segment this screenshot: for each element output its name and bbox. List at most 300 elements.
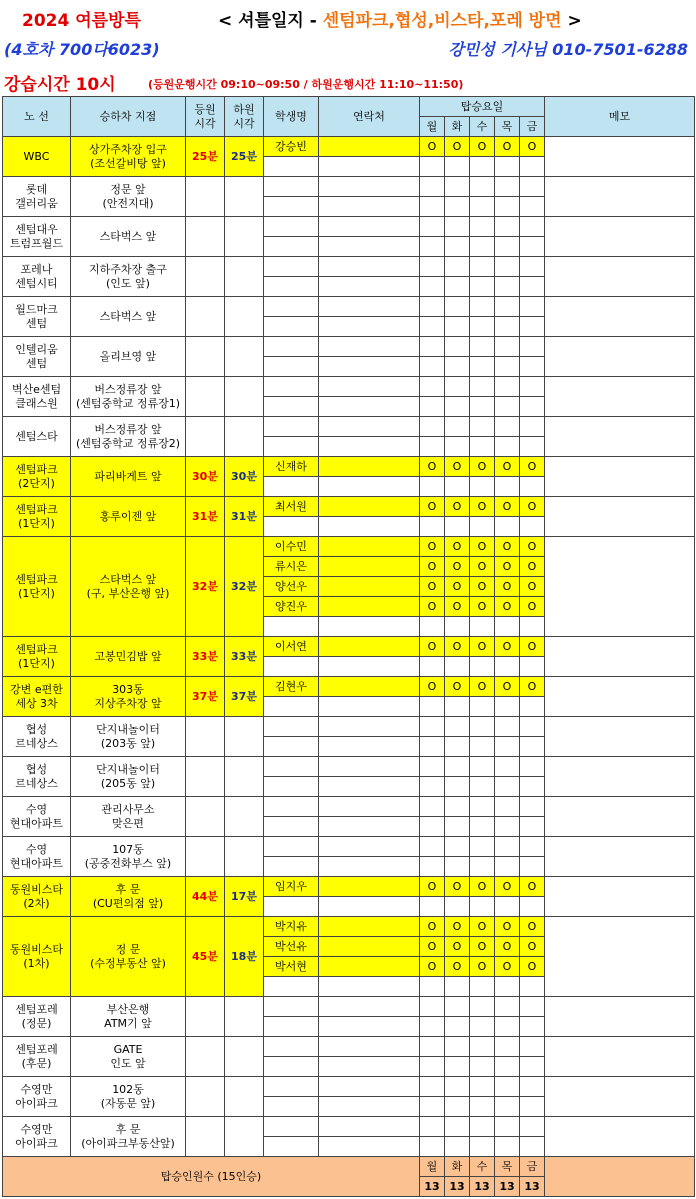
ride-day-mark: O bbox=[495, 557, 520, 577]
student-name bbox=[264, 717, 319, 737]
ride-day-mark: O bbox=[520, 637, 545, 657]
ride-day-mark bbox=[520, 337, 545, 357]
footer-day-label: 금 bbox=[520, 1157, 545, 1177]
route-name: 수영 현대아파트 bbox=[3, 837, 71, 877]
stop-location: 정문 앞 (안전지대) bbox=[71, 177, 186, 217]
ride-day-mark: O bbox=[520, 537, 545, 557]
ride-day-mark bbox=[420, 897, 445, 917]
ride-day-mark: O bbox=[495, 597, 520, 617]
col-day-header: 목 bbox=[495, 117, 520, 137]
student-name: 신재하 bbox=[264, 457, 319, 477]
student-contact bbox=[319, 877, 420, 897]
ride-day-mark bbox=[520, 757, 545, 777]
student-name bbox=[264, 657, 319, 677]
student-contact bbox=[319, 417, 420, 437]
route-name: 센텀파크 (1단지) bbox=[3, 537, 71, 637]
ride-day-mark bbox=[420, 157, 445, 177]
memo-cell bbox=[545, 637, 695, 677]
ride-day-mark bbox=[495, 297, 520, 317]
ride-day-mark bbox=[445, 657, 470, 677]
footer-day-label: 목 bbox=[495, 1157, 520, 1177]
student-contact bbox=[319, 577, 420, 597]
ride-day-mark: O bbox=[520, 577, 545, 597]
ride-day-mark bbox=[495, 1117, 520, 1137]
student-name bbox=[264, 217, 319, 237]
ride-day-mark bbox=[445, 1017, 470, 1037]
ride-day-mark bbox=[520, 1017, 545, 1037]
ride-day-mark: O bbox=[495, 497, 520, 517]
ride-day-mark bbox=[470, 797, 495, 817]
table-row bbox=[3, 217, 695, 237]
route-name: 월드마크 센텀 bbox=[3, 297, 71, 337]
ride-day-mark bbox=[520, 357, 545, 377]
memo-cell bbox=[545, 1037, 695, 1077]
table-row bbox=[3, 297, 695, 317]
student-contact bbox=[319, 1117, 420, 1137]
ride-day-mark bbox=[470, 697, 495, 717]
ride-day-mark bbox=[420, 437, 445, 457]
ride-day-mark bbox=[445, 237, 470, 257]
stop-location: 버스정류장 앞 (센텀중학교 정류장1) bbox=[71, 377, 186, 417]
memo-cell bbox=[545, 137, 695, 177]
student-name: 양선우 bbox=[264, 577, 319, 597]
memo-cell bbox=[545, 497, 695, 537]
ride-day-mark bbox=[420, 357, 445, 377]
ride-day-mark bbox=[520, 257, 545, 277]
ride-day-mark bbox=[420, 697, 445, 717]
student-contact bbox=[319, 817, 420, 837]
route-name: 인텔리움 센텀 bbox=[3, 337, 71, 377]
ride-day-mark: O bbox=[520, 457, 545, 477]
stop-location: 후 문 (CU편의점 앞) bbox=[71, 877, 186, 917]
arrive-time bbox=[186, 797, 225, 837]
ride-day-mark bbox=[420, 1037, 445, 1057]
ride-day-mark bbox=[520, 857, 545, 877]
ride-day-mark bbox=[470, 377, 495, 397]
ride-day-mark: O bbox=[520, 497, 545, 517]
ride-day-mark bbox=[420, 297, 445, 317]
ride-day-mark: O bbox=[420, 577, 445, 597]
ride-day-mark bbox=[495, 757, 520, 777]
ride-day-mark: O bbox=[445, 637, 470, 657]
ride-day-mark bbox=[420, 977, 445, 997]
student-contact bbox=[319, 197, 420, 217]
ride-day-mark: O bbox=[445, 937, 470, 957]
route-name: 수영만 아이파크 bbox=[3, 1117, 71, 1157]
student-contact bbox=[319, 1077, 420, 1097]
ridership-count: 13 bbox=[420, 1177, 445, 1197]
student-contact bbox=[319, 517, 420, 537]
student-name bbox=[264, 817, 319, 837]
ride-day-mark bbox=[420, 1117, 445, 1137]
shuttle-schedule-table bbox=[2, 96, 695, 1197]
table-row bbox=[3, 377, 695, 397]
title-bar bbox=[0, 4, 696, 30]
student-contact bbox=[319, 697, 420, 717]
student-name bbox=[264, 1057, 319, 1077]
student-name: 양진우 bbox=[264, 597, 319, 617]
ride-day-mark bbox=[445, 697, 470, 717]
ride-day-mark bbox=[495, 257, 520, 277]
memo-cell bbox=[545, 797, 695, 837]
ride-day-mark: O bbox=[495, 957, 520, 977]
ride-day-mark bbox=[420, 417, 445, 437]
operating-hours: (등원운행시간 09:10~09:50 / 하원운행시간 11:10~11:50) bbox=[148, 78, 464, 91]
ride-day-mark bbox=[520, 777, 545, 797]
arrive-time bbox=[186, 997, 225, 1037]
route-name: 벽산e센텀 클래스원 bbox=[3, 377, 71, 417]
arrive-time bbox=[186, 717, 225, 757]
memo-cell bbox=[545, 1077, 695, 1117]
student-name: 김현우 bbox=[264, 677, 319, 697]
student-name bbox=[264, 337, 319, 357]
ride-day-mark bbox=[445, 1037, 470, 1057]
ride-day-mark: O bbox=[445, 677, 470, 697]
ride-day-mark bbox=[520, 297, 545, 317]
memo-cell bbox=[545, 177, 695, 217]
stop-location: 스타벅스 앞 (구, 부산은행 앞) bbox=[71, 537, 186, 637]
student-name bbox=[264, 1017, 319, 1037]
student-contact bbox=[319, 917, 420, 937]
memo-cell bbox=[545, 1117, 695, 1157]
ride-day-mark: O bbox=[445, 877, 470, 897]
arrive-time bbox=[186, 297, 225, 337]
student-contact bbox=[319, 277, 420, 297]
ride-day-mark bbox=[470, 757, 495, 777]
route-name: 롯데 갤러리움 bbox=[3, 177, 71, 217]
student-name bbox=[264, 377, 319, 397]
ride-day-mark bbox=[445, 317, 470, 337]
ride-day-mark bbox=[470, 397, 495, 417]
student-name bbox=[264, 1037, 319, 1057]
ride-day-mark bbox=[495, 1037, 520, 1057]
arrive-time: 25분 bbox=[186, 137, 225, 177]
student-name bbox=[264, 237, 319, 257]
ride-day-mark bbox=[445, 897, 470, 917]
student-name bbox=[264, 1077, 319, 1097]
student-contact bbox=[319, 737, 420, 757]
student-name bbox=[264, 777, 319, 797]
student-name bbox=[264, 997, 319, 1017]
ride-day-mark bbox=[495, 777, 520, 797]
ride-day-mark bbox=[495, 897, 520, 917]
ride-day-mark bbox=[470, 837, 495, 857]
ride-day-mark bbox=[495, 357, 520, 377]
ride-day-mark bbox=[520, 1137, 545, 1157]
student-name bbox=[264, 517, 319, 537]
depart-time bbox=[225, 757, 264, 797]
ride-day-mark bbox=[420, 1017, 445, 1037]
student-name: 박서현 bbox=[264, 957, 319, 977]
ride-day-mark: O bbox=[445, 557, 470, 577]
ride-day-mark bbox=[470, 1097, 495, 1117]
student-contact bbox=[319, 717, 420, 737]
student-contact bbox=[319, 257, 420, 277]
col-student-header: 학생명 bbox=[264, 97, 319, 137]
student-contact bbox=[319, 617, 420, 637]
route-name: 센텀파크 (1단지) bbox=[3, 637, 71, 677]
route-name: 동원비스타 (2차) bbox=[3, 877, 71, 917]
ride-day-mark: O bbox=[420, 457, 445, 477]
student-name bbox=[264, 297, 319, 317]
ride-day-mark bbox=[520, 517, 545, 537]
ride-day-mark bbox=[520, 737, 545, 757]
student-contact bbox=[319, 237, 420, 257]
ride-day-mark: O bbox=[495, 537, 520, 557]
ride-day-mark bbox=[420, 177, 445, 197]
ride-day-mark: O bbox=[420, 677, 445, 697]
depart-time: 31분 bbox=[225, 497, 264, 537]
ride-day-mark bbox=[495, 1097, 520, 1117]
ride-day-mark: O bbox=[520, 137, 545, 157]
ride-day-mark bbox=[495, 717, 520, 737]
ride-day-mark bbox=[420, 797, 445, 817]
col-memo-header: 메모 bbox=[545, 97, 695, 137]
ride-day-mark bbox=[420, 757, 445, 777]
ride-day-mark: O bbox=[420, 497, 445, 517]
ride-day-mark bbox=[445, 977, 470, 997]
ride-day-mark bbox=[495, 657, 520, 677]
ride-day-mark bbox=[520, 977, 545, 997]
title-prefix: < 셔틀일지 - bbox=[218, 11, 323, 31]
driver-contact: 강민성 기사님 010-7501-6288 bbox=[448, 40, 688, 59]
table-row bbox=[3, 177, 695, 197]
depart-time: 25분 bbox=[225, 137, 264, 177]
stop-location: 스타벅스 앞 bbox=[71, 297, 186, 337]
route-name: 협성 르네상스 bbox=[3, 717, 71, 757]
col-contact-header: 연락처 bbox=[319, 97, 420, 137]
ride-day-mark bbox=[420, 1137, 445, 1157]
ride-day-mark: O bbox=[520, 597, 545, 617]
ride-day-mark bbox=[520, 237, 545, 257]
student-name bbox=[264, 837, 319, 857]
title-destinations: 센텀파크,협성,비스타,포레 방면 bbox=[322, 11, 562, 31]
student-contact bbox=[319, 337, 420, 357]
col-day-header: 화 bbox=[445, 117, 470, 137]
ride-day-mark: O bbox=[495, 637, 520, 657]
student-name: 류시은 bbox=[264, 557, 319, 577]
student-contact bbox=[319, 317, 420, 337]
depart-time: 37분 bbox=[225, 677, 264, 717]
student-name bbox=[264, 197, 319, 217]
ride-day-mark bbox=[520, 837, 545, 857]
ride-day-mark bbox=[470, 617, 495, 637]
arrive-time bbox=[186, 1117, 225, 1157]
stop-location: 버스정류장 앞 (센텀중학교 정류장2) bbox=[71, 417, 186, 457]
ride-day-mark bbox=[445, 217, 470, 237]
ride-day-mark: O bbox=[470, 557, 495, 577]
stop-location: 올리브영 앞 bbox=[71, 337, 186, 377]
ride-day-mark: O bbox=[470, 497, 495, 517]
route-name: 센텀포레 (정문) bbox=[3, 997, 71, 1037]
memo-cell bbox=[545, 337, 695, 377]
table-row bbox=[3, 1037, 695, 1057]
stop-location: 스타벅스 앞 bbox=[71, 217, 186, 257]
ride-day-mark: O bbox=[495, 137, 520, 157]
student-name bbox=[264, 697, 319, 717]
ride-day-mark bbox=[495, 1057, 520, 1077]
season-label: 2024 여름방특 bbox=[22, 11, 141, 31]
table-row bbox=[3, 1117, 695, 1137]
ride-day-mark bbox=[445, 757, 470, 777]
ride-day-mark bbox=[495, 857, 520, 877]
ride-day-mark: O bbox=[420, 937, 445, 957]
ride-day-mark: O bbox=[495, 877, 520, 897]
depart-time bbox=[225, 717, 264, 757]
col-depart-header: 하원 시각 bbox=[225, 97, 264, 137]
memo-cell bbox=[545, 417, 695, 457]
ride-day-mark bbox=[420, 617, 445, 637]
ride-day-mark: O bbox=[470, 917, 495, 937]
depart-time bbox=[225, 417, 264, 457]
arrive-time bbox=[186, 217, 225, 257]
ride-day-mark: O bbox=[520, 677, 545, 697]
student-name bbox=[264, 257, 319, 277]
ride-day-mark bbox=[495, 1077, 520, 1097]
ride-day-mark bbox=[520, 1097, 545, 1117]
ride-day-mark bbox=[445, 257, 470, 277]
student-name bbox=[264, 797, 319, 817]
depart-time bbox=[225, 997, 264, 1037]
student-contact bbox=[319, 477, 420, 497]
memo-cell bbox=[545, 257, 695, 297]
ridership-count: 13 bbox=[470, 1177, 495, 1197]
ride-day-mark bbox=[495, 237, 520, 257]
depart-time bbox=[225, 297, 264, 337]
student-contact bbox=[319, 597, 420, 617]
ride-day-mark bbox=[420, 1077, 445, 1097]
ride-day-mark bbox=[495, 397, 520, 417]
ride-day-mark bbox=[495, 217, 520, 237]
stop-location: 지하주차장 출구 (인도 앞) bbox=[71, 257, 186, 297]
stop-location: 정 문 (수정부동산 앞) bbox=[71, 917, 186, 997]
ride-day-mark: O bbox=[495, 917, 520, 937]
arrive-time bbox=[186, 337, 225, 377]
route-name: 강변 e편한 세상 3차 bbox=[3, 677, 71, 717]
ride-day-mark: O bbox=[445, 497, 470, 517]
ride-day-mark bbox=[495, 1137, 520, 1157]
ride-day-mark bbox=[495, 697, 520, 717]
ride-day-mark bbox=[470, 357, 495, 377]
ride-day-mark: O bbox=[420, 537, 445, 557]
student-contact bbox=[319, 537, 420, 557]
ride-day-mark bbox=[470, 657, 495, 677]
arrive-time: 32분 bbox=[186, 537, 225, 637]
ride-day-mark bbox=[520, 177, 545, 197]
ride-day-mark: O bbox=[420, 557, 445, 577]
ride-day-mark bbox=[445, 297, 470, 317]
table-row bbox=[3, 677, 695, 697]
student-contact bbox=[319, 1037, 420, 1057]
ride-day-mark bbox=[470, 1077, 495, 1097]
ride-day-mark bbox=[470, 977, 495, 997]
ride-day-mark bbox=[495, 337, 520, 357]
ride-day-mark bbox=[445, 817, 470, 837]
ride-day-mark bbox=[470, 277, 495, 297]
ride-day-mark bbox=[470, 737, 495, 757]
ride-day-mark bbox=[420, 717, 445, 737]
ride-day-mark bbox=[520, 477, 545, 497]
ride-day-mark: O bbox=[445, 597, 470, 617]
ride-day-mark bbox=[420, 317, 445, 337]
depart-time bbox=[225, 1077, 264, 1117]
stop-location: GATE 인도 앞 bbox=[71, 1037, 186, 1077]
ride-day-mark bbox=[520, 797, 545, 817]
ride-day-mark bbox=[470, 777, 495, 797]
col-arrive-header: 등원 시각 bbox=[186, 97, 225, 137]
student-contact bbox=[319, 857, 420, 877]
student-contact bbox=[319, 657, 420, 677]
memo-cell bbox=[545, 717, 695, 757]
ride-day-mark: O bbox=[470, 577, 495, 597]
table-row bbox=[3, 717, 695, 737]
ride-day-mark bbox=[445, 737, 470, 757]
ride-day-mark bbox=[520, 437, 545, 457]
ride-day-mark bbox=[495, 1017, 520, 1037]
student-name: 임지우 bbox=[264, 877, 319, 897]
ride-day-mark bbox=[520, 377, 545, 397]
ride-day-mark bbox=[520, 317, 545, 337]
ride-day-mark bbox=[445, 1097, 470, 1117]
ride-day-mark bbox=[445, 777, 470, 797]
ride-day-mark bbox=[420, 517, 445, 537]
route-name: 동원비스타 (1차) bbox=[3, 917, 71, 997]
ride-day-mark bbox=[520, 1117, 545, 1137]
ride-day-mark bbox=[495, 437, 520, 457]
arrive-time bbox=[186, 1037, 225, 1077]
student-contact bbox=[319, 1017, 420, 1037]
ride-day-mark bbox=[470, 217, 495, 237]
ride-day-mark: O bbox=[445, 137, 470, 157]
ride-day-mark: O bbox=[420, 957, 445, 977]
ride-day-mark: O bbox=[445, 537, 470, 557]
student-contact bbox=[319, 777, 420, 797]
ride-day-mark bbox=[420, 777, 445, 797]
ride-day-mark bbox=[520, 277, 545, 297]
ride-day-mark: O bbox=[520, 937, 545, 957]
student-name bbox=[264, 857, 319, 877]
memo-cell bbox=[545, 917, 695, 997]
table-row bbox=[3, 337, 695, 357]
ride-day-mark bbox=[520, 197, 545, 217]
student-contact bbox=[319, 897, 420, 917]
table-row bbox=[3, 537, 695, 557]
student-contact bbox=[319, 837, 420, 857]
col-day-header: 수 bbox=[470, 117, 495, 137]
student-contact bbox=[319, 457, 420, 477]
arrive-time bbox=[186, 377, 225, 417]
depart-time: 32분 bbox=[225, 537, 264, 637]
arrive-time: 44분 bbox=[186, 877, 225, 917]
student-name bbox=[264, 617, 319, 637]
ride-day-mark bbox=[420, 817, 445, 837]
ride-day-mark bbox=[445, 397, 470, 417]
ride-day-mark bbox=[470, 897, 495, 917]
depart-time bbox=[225, 217, 264, 257]
ride-day-mark: O bbox=[420, 597, 445, 617]
ride-day-mark: O bbox=[420, 877, 445, 897]
table-row bbox=[3, 457, 695, 477]
arrive-time bbox=[186, 757, 225, 797]
ride-day-mark bbox=[520, 1077, 545, 1097]
ride-day-mark bbox=[445, 1077, 470, 1097]
ridership-count: 13 bbox=[520, 1177, 545, 1197]
table-row bbox=[3, 797, 695, 817]
student-contact bbox=[319, 497, 420, 517]
student-contact bbox=[319, 637, 420, 657]
ride-day-mark bbox=[470, 417, 495, 437]
route-name: 센텀스타 bbox=[3, 417, 71, 457]
